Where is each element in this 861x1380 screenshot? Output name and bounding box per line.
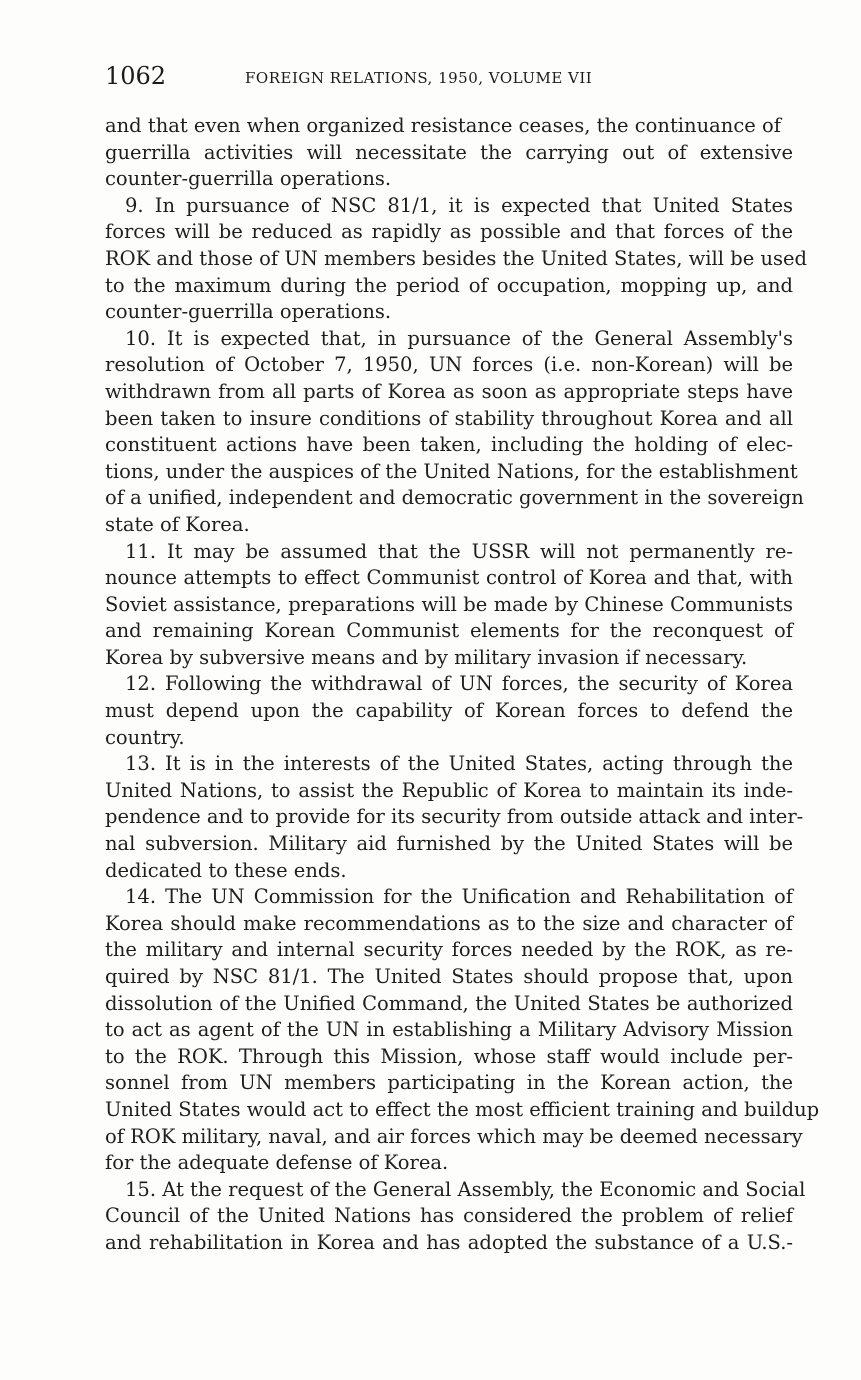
text-line: tions, under the auspices of the United Nations, for the establishment bbox=[105, 459, 798, 483]
text-line: Korea should make recommendations as to the size and character of bbox=[105, 911, 793, 935]
text-line: constituent actions have been taken, including the holding of elec- bbox=[105, 433, 793, 457]
text-line: to act as agent of the UN in establishing a Military Advisory Mission bbox=[105, 1018, 793, 1042]
running-head: FOREIGN RELATIONS, 1950, VOLUME VII bbox=[245, 69, 593, 87]
text-line: of ROK military, naval, and air forces which may be deemed necessary bbox=[105, 1124, 803, 1148]
text-line: of a unified, independent and democratic government in the sovereign bbox=[105, 486, 804, 510]
text-line: Council of the United Nations has considered the problem of relief bbox=[105, 1204, 793, 1228]
text-line: quired by NSC 81/1. The United States should propose that, upon bbox=[105, 965, 793, 988]
text-line: ROK and those of UN members besides the United States, will be used bbox=[105, 246, 808, 270]
text-line: for the adequate defense of Korea. bbox=[105, 1151, 449, 1175]
text-line: forces will be reduced as rapidly as possible and that forces of the bbox=[105, 220, 793, 244]
text-line: country. bbox=[105, 725, 185, 749]
text-line: counter-guerrilla operations. bbox=[105, 167, 392, 191]
paragraph-11-line: 11. It may be assumed that the USSR will not permanently re- bbox=[125, 539, 793, 563]
text-line: United Nations, to assist the Republic of Korea to maintain its inde- bbox=[105, 778, 793, 802]
paragraph-15-line: 15. At the request of the General Assembly, the Economic and Social bbox=[125, 1177, 806, 1201]
text-line: dissolution of the Unified Command, the United States be authorized bbox=[105, 991, 793, 1015]
paragraph-12-line: 12. Following the withdrawal of UN forces, the security of Korea bbox=[125, 672, 793, 696]
paragraph-14-line: 14. The UN Commission for the Unification and Rehabilitation of bbox=[125, 885, 793, 909]
text-line: must depend upon the capability of Korean forces to defend the bbox=[105, 699, 793, 723]
text-line: nounce attempts to effect Communist control of Korea and that, with bbox=[105, 566, 793, 590]
text-line: dedicated to these ends. bbox=[105, 858, 347, 882]
text-line: state of Korea. bbox=[105, 512, 250, 536]
text-line: been taken to insure conditions of stability throughout Korea and all bbox=[105, 406, 793, 430]
body-text bbox=[105, 113, 820, 1257]
text-line: withdrawn from all parts of Korea as soon as appropriate steps have bbox=[105, 379, 793, 403]
text-line: guerrilla activities will necessitate the carrying out of extensive bbox=[105, 140, 793, 164]
text-line: sonnel from UN members participating in the Korean action, the bbox=[105, 1071, 793, 1095]
text-line: counter-guerrilla operations. bbox=[105, 300, 392, 324]
page-number: 1062 bbox=[105, 62, 167, 90]
text-line: the military and internal security forces needed by the ROK, as re- bbox=[105, 938, 793, 962]
text-line: Korea by subversive means and by military invasion if necessary. bbox=[105, 645, 748, 669]
paragraph-10-line: 10. It is expected that, in pursuance of the General Assembly's bbox=[125, 326, 793, 350]
paragraph-13-line: 13. It is in the interests of the United States, acting through the bbox=[125, 752, 793, 776]
text-line: and remaining Korean Communist elements for the reconquest of bbox=[105, 619, 793, 643]
page-header bbox=[105, 62, 795, 92]
text-line: to the ROK. Through this Mission, whose staff would include per- bbox=[105, 1044, 793, 1068]
text-line: Soviet assistance, preparations will be made by Chinese Communists bbox=[105, 592, 793, 616]
text-line: United States would act to effect the most efficient training and buildup bbox=[105, 1097, 820, 1121]
text-line: and rehabilitation in Korea and has adopted the substance of a U.S.- bbox=[105, 1230, 793, 1254]
paragraph-9-line: 9. In pursuance of NSC 81/1, it is expected that United States bbox=[125, 193, 793, 217]
text-line: and that even when organized resistance ceases, the continuance of bbox=[105, 114, 781, 137]
text-line: to the maximum during the period of occupation, mopping up, and bbox=[105, 273, 793, 297]
text-line: resolution of October 7, 1950, UN forces (i.e. non-Korean) will be bbox=[105, 353, 793, 377]
text-line: nal subversion. Military aid furnished by the United States will be bbox=[105, 832, 793, 856]
text-line: pendence and to provide for its security from outside attack and inter- bbox=[105, 805, 804, 829]
